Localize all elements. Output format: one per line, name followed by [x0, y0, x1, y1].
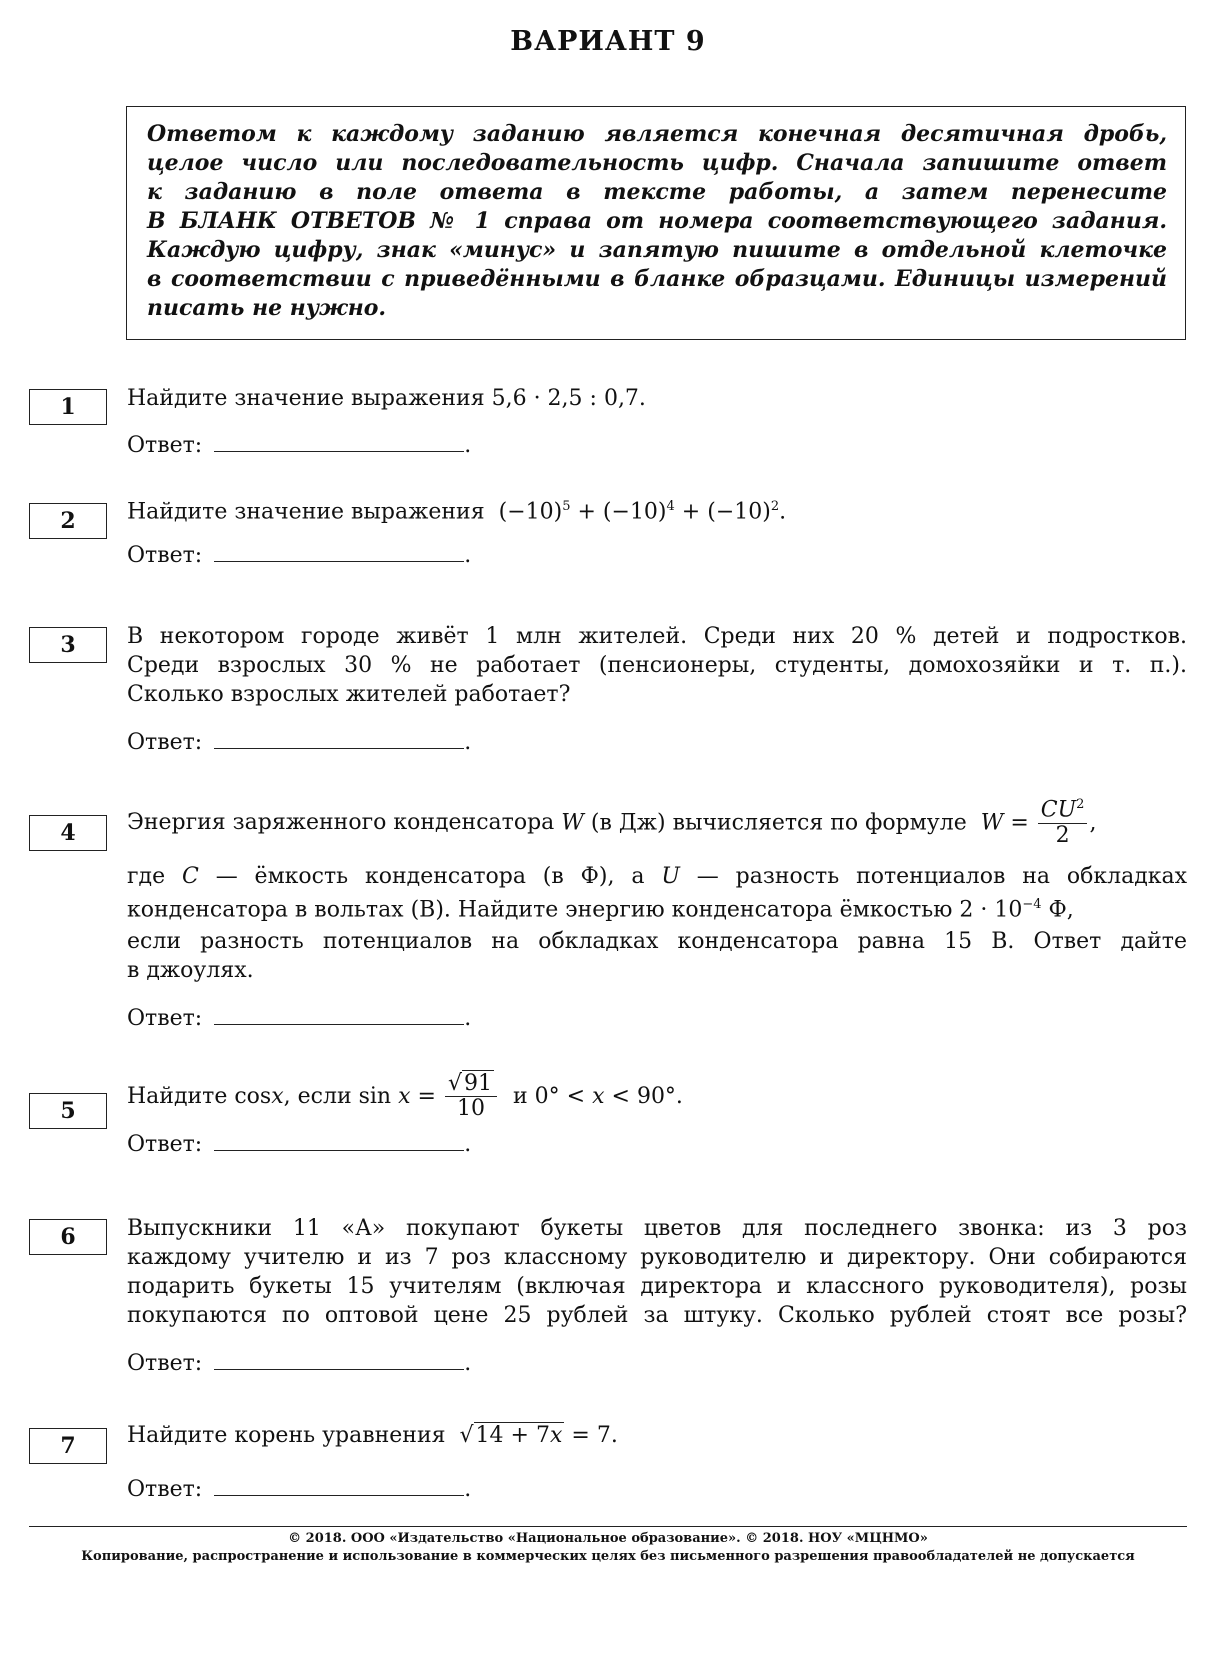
- task-6-line: покупаются по оптовой цене 25 рублей за штуку. Сколько рублей стоят все розы?: [127, 1303, 1187, 1328]
- task-5-answer: [127, 1130, 471, 1157]
- instructions-line: целое число или последовательность цифр. Сначала запишите ответ: [147, 150, 1167, 176]
- task-3-answer: [127, 728, 471, 755]
- answer-field[interactable]: [214, 1004, 464, 1025]
- task-5-text: < 90°.: [611, 1084, 683, 1110]
- task-4-answer: [127, 1004, 471, 1031]
- task-4-text: где: [127, 864, 166, 889]
- var-w: W: [561, 810, 584, 836]
- answer-label: Ответ:: [127, 1477, 203, 1502]
- task-4-text: конденсатора в вольтах (В). Найдите энергию конденсатора ёмкостью 2 · 10: [127, 897, 1023, 923]
- task-5-text: , если sin: [283, 1084, 392, 1110]
- task-7-text: [127, 1423, 1187, 1448]
- task-number-box: 2: [29, 503, 107, 539]
- answer-end: .: [464, 433, 472, 458]
- plus-sign: +: [681, 499, 701, 525]
- task-3-line: Среди взрослых 30 % не работает (пенсионеры, студенты, домохозяйки и т. п.).: [127, 653, 1187, 678]
- answer-label: Ответ:: [127, 1132, 203, 1157]
- footer-copyright: © 2018. ООО «Издательство «Национальное образование». © 2018. НОУ «МЦНМО»: [288, 1531, 928, 1546]
- answer-end: .: [464, 1132, 472, 1157]
- formula-denominator: 2: [1055, 822, 1070, 848]
- instructions-line: Каждую цифру, знак «минус» и запятую пишите в отдельной клеточке: [147, 237, 1167, 263]
- task-2-text: [127, 499, 1187, 524]
- instructions-line: В БЛАНК ОТВЕТОВ № 1 справа от номера соответствующего задания.: [147, 208, 1167, 234]
- footer-divider: [29, 1526, 1187, 1527]
- task-4-text: Ф,: [1041, 897, 1074, 923]
- formula-numerator: CU: [1040, 797, 1077, 823]
- sqrt-sign: √: [459, 1423, 474, 1448]
- var-w: W: [980, 810, 1004, 836]
- task-number-box: 5: [29, 1093, 107, 1129]
- task-4-line-2: [127, 864, 1187, 889]
- expr-term: (−10): [602, 499, 667, 525]
- task-4-line-3: [127, 897, 1187, 922]
- task-number-box: 3: [29, 627, 107, 663]
- sin-fraction: [445, 1072, 497, 1121]
- task-4-text: (в Дж) вычисляется по формуле: [590, 810, 967, 836]
- task-7-answer: [127, 1475, 471, 1502]
- expr-exp: 5: [562, 499, 571, 514]
- answer-end: .: [464, 543, 472, 568]
- task-4-text: Энергия заряженного конденсатора: [127, 810, 555, 836]
- instructions-line: писать не нужно.: [147, 295, 387, 321]
- answer-field[interactable]: [214, 1349, 464, 1370]
- instructions-line: к заданию в поле ответа в тексте работы, а затем перенесите: [147, 179, 1167, 205]
- task-6-line: подарить букеты 15 учителям (включая директора и классного руководителя), розы: [127, 1274, 1187, 1299]
- equals-sign: =: [1010, 810, 1029, 836]
- task-4-text: — разность потенциалов на обкладках: [696, 864, 1188, 889]
- answer-field[interactable]: [214, 728, 464, 749]
- task-3-line: Сколько взрослых жителей работает?: [127, 682, 571, 707]
- answer-end: .: [464, 1477, 472, 1502]
- task-6-line: Выпускники 11 «А» покупают букеты цветов для последнего звонка: из 3 роз: [127, 1216, 1187, 1241]
- answer-field[interactable]: [214, 541, 464, 562]
- task-7-lead: Найдите корень уравнения: [127, 1423, 446, 1448]
- formula-exp: 2: [1076, 797, 1085, 812]
- task-number-box: 6: [29, 1219, 107, 1255]
- expr-exp: 2: [770, 499, 780, 514]
- task-4-line-5: в джоулях.: [127, 958, 254, 983]
- page-title: ВАРИАНТ 9: [510, 26, 706, 57]
- task-4-line-1: [127, 798, 1187, 848]
- var-x: x: [592, 1084, 605, 1110]
- task-7-tail: = 7.: [571, 1423, 618, 1448]
- task-2-lead: Найдите значение выражения: [127, 499, 485, 525]
- task-2-answer: [127, 541, 471, 568]
- answer-field[interactable]: [214, 1130, 464, 1151]
- answer-end: .: [464, 1351, 472, 1376]
- task-number-box: 4: [29, 815, 107, 851]
- expr-term: (−10): [498, 499, 563, 525]
- task-number-box: 1: [29, 389, 107, 425]
- sqrt-expr: 14 + 7: [475, 1423, 550, 1448]
- task-number-box: 7: [29, 1428, 107, 1464]
- formula-fraction: [1038, 798, 1088, 848]
- task-4-text: — ёмкость конденсатора (в Ф), а: [215, 864, 645, 889]
- var-x: x: [398, 1084, 411, 1110]
- sqrt-sign: √: [447, 1071, 462, 1096]
- task-3-line: В некотором городе живёт 1 млн жителей. Среди них 20 % детей и подростков.: [127, 624, 1187, 649]
- answer-end: .: [464, 1006, 472, 1031]
- answer-label: Ответ:: [127, 730, 203, 755]
- instructions-line: Ответом к каждому заданию является конечная десятичная дробь,: [147, 121, 1167, 147]
- capacity-exp: −4: [1022, 897, 1042, 912]
- task-5-text: и 0° <: [513, 1084, 586, 1110]
- equals-sign: =: [417, 1084, 436, 1110]
- comma: ,: [1089, 810, 1097, 836]
- expr-exp: 4: [666, 499, 675, 514]
- answer-label: Ответ:: [127, 1006, 203, 1031]
- var-c: C: [181, 864, 199, 889]
- footer-notice: Копирование, распространение и использование в коммерческих целях без письменного разрешения правообладателей не допускается: [81, 1549, 1135, 1564]
- sin-denominator: 10: [456, 1096, 485, 1122]
- task-2-end: .: [779, 499, 787, 525]
- var-u: U: [661, 864, 680, 889]
- task-1-answer: [127, 431, 471, 458]
- answer-field[interactable]: [214, 1475, 464, 1496]
- task-5-text: Найдите cos: [127, 1084, 272, 1110]
- var-x: x: [549, 1423, 563, 1448]
- var-x: x: [271, 1084, 284, 1110]
- task-4-line-4: если разность потенциалов на обкладках конденсатора равна 15 В. Ответ дайте: [127, 929, 1187, 954]
- sqrt-argument: 91: [464, 1071, 492, 1096]
- task-6-answer: [127, 1349, 471, 1376]
- sqrt-argument: [474, 1422, 565, 1448]
- answer-field[interactable]: [214, 431, 464, 452]
- answer-end: .: [464, 730, 472, 755]
- answer-label: Ответ:: [127, 1351, 203, 1376]
- plus-sign: +: [577, 499, 596, 525]
- expr-term: (−10): [707, 499, 771, 525]
- answer-label: Ответ:: [127, 433, 203, 458]
- answer-label: Ответ:: [127, 543, 203, 568]
- task-5-text: [127, 1072, 1187, 1121]
- instructions-line: в соответствии с приведёнными в бланке образцами. Единицы измерений: [147, 266, 1167, 292]
- task-6-line: каждому учителю и из 7 роз классному руководителю и директору. Они собираются: [127, 1245, 1187, 1270]
- instructions-box: [126, 106, 1186, 340]
- task-1-text: Найдите значение выражения 5,6 · 2,5 : 0,7.: [127, 386, 646, 411]
